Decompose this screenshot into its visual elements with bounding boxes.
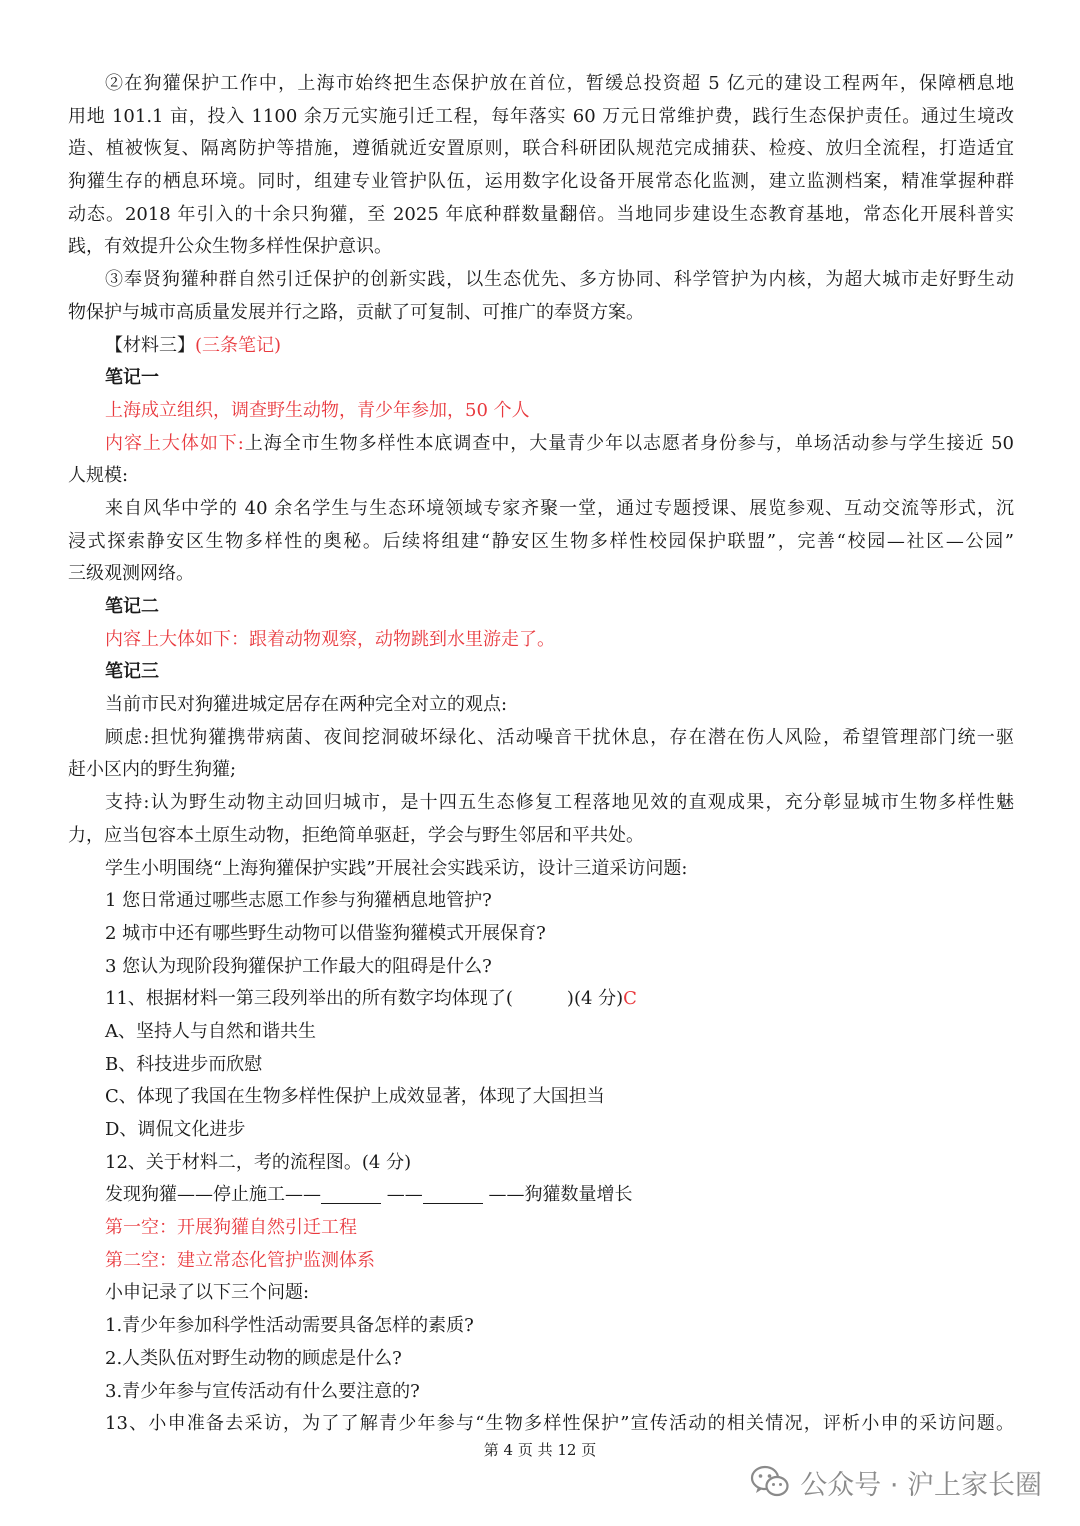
flow-step: 发现狗獾——停止施工——	[105, 1184, 321, 1206]
answer-text: 内容上大体如下:	[105, 432, 244, 454]
answer-text: (三条笔记)	[195, 334, 282, 356]
text-line: 动态。2018 年引入的十余只狗獾，至 2025 年底种群数量翻倍。当地同步建设生态教育基地，常态化开展科普实	[68, 203, 1014, 225]
text-line	[68, 1179, 1014, 1212]
text-line: 3.青少年参与宣传活动有什么要注意的?	[105, 1380, 420, 1402]
watermark-label: 公众号 · 沪上家长圈	[800, 1469, 1042, 1501]
text-line: 力，应当包容本土原生动物，拒绝简单驱赶，学会与野生邻居和平共处。	[68, 824, 644, 846]
text-line: B、科技进步而欣慰	[105, 1053, 263, 1075]
text-line: 2 城市中还有哪些野生动物可以借鉴狗獾模式开展保育?	[105, 922, 546, 944]
note-heading: 笔记三	[105, 661, 159, 683]
answer-text: C	[623, 988, 637, 1010]
line-segment: 【材料三】	[105, 334, 195, 356]
flow-step: ——狗獾数量增长	[482, 1184, 633, 1206]
text-line: 赶小区内的野生狗獾;	[68, 759, 237, 781]
text-line	[68, 330, 1014, 363]
text-line: 12、关于材料二，考的流程图。(4 分)	[105, 1151, 412, 1173]
line-segment: 上海全市生物多样性本底调查中，大量青少年以志愿者身份参与，单场活动参与学生接近 50	[243, 432, 1014, 454]
text-line: A、坚持人与自然和谐共生	[105, 1020, 316, 1042]
text-line: 顾虑:担忧狗獾携带病菌、夜间挖洞破坏绿化、活动噪音干扰休息，存在潜在伤人风险，希望管理部门统一驱	[105, 726, 1014, 748]
text-line: 物保护与城市高质量发展并行之路，贡献了可复制、可推广的奉贤方案。	[68, 301, 644, 323]
text-line: 2.人类队伍对野生动物的顾虑是什么?	[105, 1347, 402, 1369]
fill-blank	[423, 1183, 483, 1204]
flow-step: ——	[381, 1184, 423, 1206]
text-line: ②在狗獾保护工作中，上海市始终把生态保护放在首位，暂缓总投资超 5 亿元的建设工程两年，保障栖息地	[105, 73, 1014, 94]
text-line: 第一空：开展狗獾自然引迁工程	[105, 1217, 357, 1239]
note-heading: 笔记一	[105, 367, 159, 389]
text-line: 当前市民对狗獾进城定居存在两种完全对立的观点:	[105, 694, 508, 716]
text-line: 第二空：建立常态化管护监测体系	[105, 1249, 375, 1271]
text-line: 支持:认为野生动物主动回归城市，是十四五生态修复工程落地见效的直观成果，充分彰显城市生物多样性魅	[105, 792, 1014, 814]
text-line	[68, 428, 1014, 461]
text-line: 13、小申准备去采访，为了了解青少年参与“生物多样性保护”宣传活动的相关情况，评析小申的采访问题。	[105, 1413, 1014, 1435]
watermark	[750, 1462, 1042, 1502]
text-line: 人规模:	[68, 465, 129, 487]
text-line: C、体现了我国在生物多样性保护上成效显著，体现了大国担当	[105, 1086, 605, 1108]
text-line: 内容上大体如下：跟着动物观察，动物跳到水里游走了。	[105, 628, 555, 650]
text-line: 用地 101.1 亩，投入 1100 余万元实施引迁工程，每年落实 60 万元日常维护费，践行生态保护责任。通过生境改	[68, 105, 1014, 127]
text-line: 小申记录了以下三个问题:	[105, 1282, 310, 1304]
text-line: 1.青少年参加科学性活动需要具备怎样的素质?	[105, 1315, 474, 1337]
text-line: 浸式探索静安区生物多样性的奥秘。后续将组建“静安区生物多样性校园保护联盟”，完善“校园—社区—公园”	[68, 530, 1014, 552]
text-line: D、调侃文化进步	[105, 1119, 246, 1140]
fill-blank	[321, 1183, 381, 1204]
text-line: 1 您日常通过哪些志愿工作参与狗獾栖息地管护?	[105, 890, 492, 912]
page-footer: 第 4 页 共 12 页	[483, 1441, 597, 1459]
text-line: 来自风华中学的 40 余名学生与生态环境领域专家齐聚一堂，通过专题授课、展览参观、互动交流等形式，沉	[105, 497, 1014, 519]
wechat-icon	[750, 1465, 790, 1499]
text-line: 上海成立组织，调查野生动物，青少年参加，50 个人	[105, 399, 530, 421]
document-body	[68, 68, 1014, 1441]
text-line: 造、植被恢复、隔离防护等措施，遵循就近安置原则，联合科研团队规范完成捕获、检疫、放归全流程，打造适宜	[68, 138, 1014, 160]
text-line: 狗獾生存的栖息环境。同时，组建专业管护队伍，运用数字化设备开展常态化监测，建立监测档案，精准掌握种群	[68, 171, 1014, 193]
text-line: ③奉贤狗獾种群自然引迁保护的创新实践，以生态优先、多方协同、科学管护为内核，为超大城市走好野生动	[105, 269, 1014, 291]
line-segment: 11、根据材料一第三段列举出的所有数字均体现了( )(4 分)	[105, 988, 624, 1010]
text-line	[68, 983, 1014, 1016]
text-line: 学生小明围绕“上海狗獾保护实践”开展社会实践采访，设计三道采访问题:	[105, 857, 688, 879]
note-heading: 笔记二	[105, 596, 159, 617]
text-line: 践，有效提升公众生物多样性保护意识。	[68, 236, 392, 258]
text-line: 3 您认为现阶段狗獾保护工作最大的阻碍是什么?	[105, 955, 492, 977]
text-line: 三级观测网络。	[68, 563, 194, 585]
